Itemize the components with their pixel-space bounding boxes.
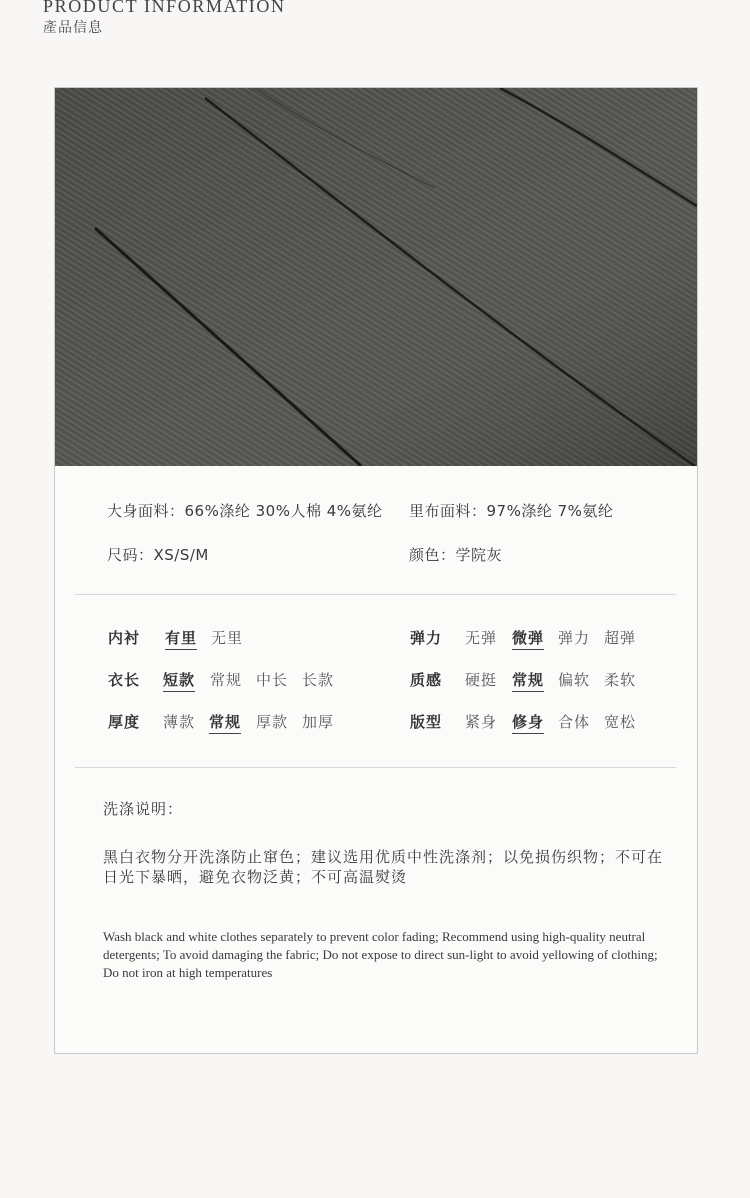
attr-option: 宽松: [604, 713, 637, 731]
attr-option: 常规: [210, 671, 243, 689]
attr-option: 偏软: [558, 671, 591, 689]
color-spec: 颜色：学院灰: [409, 546, 503, 564]
care-title: 洗涤说明：: [103, 800, 184, 818]
attr-option: 紧身: [465, 713, 498, 731]
care-text-en: Wash black and white clothes separately to prevent color fading; Recommend using high-quality neutral detergents; To avoid damaging the fabric; Do not expose to direct sun-light to avoid yellowing of clothing; Do not iron at high temperatures: [103, 929, 658, 980]
attr-option: 加厚: [302, 713, 335, 731]
attr-option: 柔软: [604, 671, 637, 689]
attr-label-thickness: 厚度: [108, 713, 141, 731]
size-spec: 尺码：XS/S/M: [107, 546, 209, 564]
product-info-card: [54, 87, 698, 1054]
outer-fabric-spec: 大身面料：66%涤纶 30%人棉 4%氨纶: [107, 502, 383, 520]
attr-option: 弹力: [558, 629, 591, 647]
attr-option: 无里: [211, 629, 244, 647]
attr-label-lining: 内衬: [108, 629, 141, 647]
attr-option: 硬挺: [465, 671, 498, 689]
lining-fabric-spec: 里布面料：97%涤纶 7%氨纶: [409, 502, 614, 520]
fabric-photo: [55, 88, 697, 466]
attr-option: 薄款: [163, 713, 196, 731]
attr-option: 厚款: [256, 713, 289, 731]
attr-option-selected: 常规: [512, 669, 544, 692]
divider: [75, 767, 676, 768]
attr-option: 无弹: [465, 629, 498, 647]
attr-label-fit: 版型: [410, 713, 443, 731]
attr-option-selected: 有里: [165, 627, 197, 650]
attr-option: 长款: [302, 671, 335, 689]
divider: [75, 594, 676, 595]
attr-label-texture: 质感: [410, 671, 443, 689]
attr-option: 超弹: [604, 629, 637, 647]
attr-option-selected: 微弹: [512, 627, 544, 650]
attr-label-length: 衣长: [108, 671, 141, 689]
attr-option-selected: 修身: [512, 711, 544, 734]
attr-label-elasticity: 弹力: [410, 629, 443, 647]
care-text-cn: 黑白衣物分开洗涤防止窜色；建议选用优质中性洗涤剂；以免损伤织物；不可在日光下暴晒，避免衣物泛黄；不可高温熨烫: [103, 848, 664, 886]
attr-option: 中长: [256, 671, 289, 689]
attr-option-selected: 常规: [209, 711, 241, 734]
attr-option: 合体: [558, 713, 591, 731]
header-title-cn: 產品信息: [43, 20, 103, 36]
attr-option-selected: 短款: [163, 669, 195, 692]
header-title-en: PRODUCT INFORMATION: [43, 0, 286, 16]
